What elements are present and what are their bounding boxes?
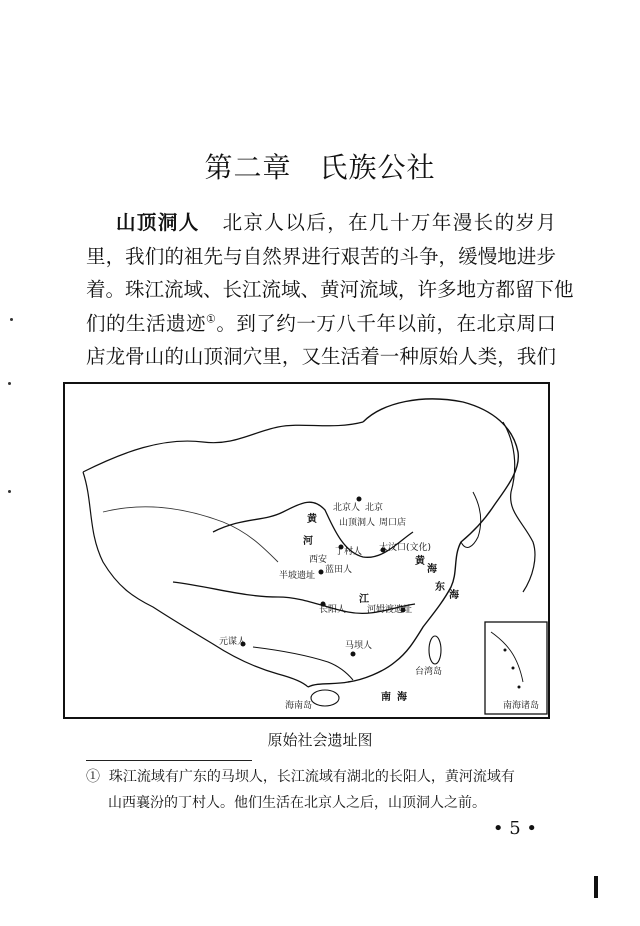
label-dawenkou: 大汶口(文化) [379,543,432,553]
label-inset: 南海诸岛 [503,701,540,711]
footnote [86,764,556,816]
paragraph-line-1: 山顶洞人 北京人以后，在几十万年漫长的岁月 [116,211,556,234]
scan-speck [10,318,13,321]
site-map [63,382,550,719]
footnote-line-2: 山西襄汾的丁村人。他们生活在北京人之后，山顶洞人之前。 [108,795,486,811]
label-nanhai: 南 [381,692,391,703]
scan-edge-mark [594,876,598,898]
label-taiwan: 台湾岛 [415,667,443,677]
page-number: • 5 • [492,818,538,839]
figure-caption: 原始社会遗址图 [267,731,373,749]
label-lantian: 蓝田人 [325,565,353,575]
scan-speck [8,490,11,493]
label-hai2: 海 [449,590,459,601]
footnote-rule [86,760,252,761]
label-dong: 东 [435,582,445,593]
footnote-reference: ① [206,312,217,325]
label-jiang: 江 [359,594,369,605]
body-paragraph [86,206,574,374]
chapter-number: 第二章 [204,151,292,184]
label-beijing-ren: 北京人 [333,503,361,513]
paragraph-line-5: 店龙骨山的山顶洞穴里，又生活着一种原始人类，我们 [86,345,556,368]
label-dingcun: 丁村人 [335,547,363,557]
chapter-heading [0,146,640,186]
scan-speck [8,382,11,385]
label-hainan: 海南岛 [285,701,313,711]
label-yuanmou: 元谋人 [219,637,247,647]
paragraph-line-2: 里，我们的祖先与自然界进行艰苦的斗争，缓慢地进步 [86,244,556,268]
label-xian: 西安 [309,555,328,565]
label-beijing: 北京 [365,503,384,513]
label-zhoukou: 周口店 [379,518,407,528]
label-hai3: 海 [397,692,407,703]
label-hai: 海 [427,564,437,575]
paragraph-line-3: 着。珠江流域、长江流域、黄河流域，许多地方都留下他 [86,278,574,301]
section-lead: 山顶洞人 [116,211,200,234]
label-changyang: 长阳人 [319,605,347,615]
footnote-line-1: ① 珠江流域有广东的马坝人，长江流域有湖北的长阳人，黄河流域有 [86,769,515,785]
label-hemudu: 河姆渡遗址 [367,605,413,615]
label-shanding: 山顶洞人 [339,518,376,528]
label-banpo: 半坡遗址 [279,571,316,581]
label-he: 河 [303,536,313,547]
label-huanghai: 黄 [415,556,425,567]
chapter-title: 氏族公社 [319,151,436,184]
paragraph-line-4: 们的生活遗迹①。到了约一万八千年以前，在北京周口 [86,311,556,335]
footnote-marker: ① [86,769,100,785]
label-huang: 黄 [307,514,317,525]
label-maba: 马坝人 [345,641,373,651]
